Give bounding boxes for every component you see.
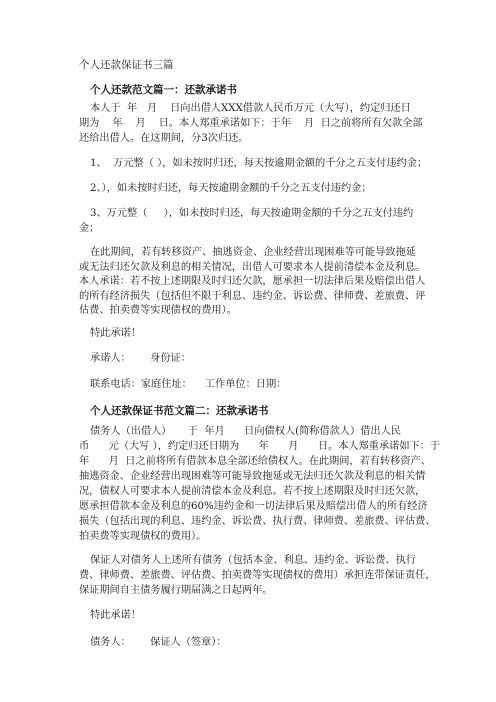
- section1-line: 2、），如未按时归还，每天按逾期金额的千分之五支付违约金；: [90, 183, 372, 194]
- section2-line: 债务人（出借人） 于 年月 日向债权人(简称借款人）借出人民: [90, 426, 401, 437]
- section1-line: 3、万元整（ ），如未按时归还，每天按逾期金额的千分之五支付违约: [90, 208, 414, 219]
- section1-line: 在此期间，若有转移资产、抽逃资金、企业经营出现困难等可能导致拖延: [90, 247, 416, 258]
- section1-line: 还给出借人。在这期间，分3次归还。: [79, 133, 249, 144]
- section1-line: 的所有经济损失（包括但不限于利息、违约金、诉讼费、律师费、差旅费、评: [79, 291, 426, 302]
- section2-line: 费、律师费、差旅费、评估费、拍卖费等实现债权的费用）承担连带保证责任，: [79, 570, 436, 581]
- section1-line: 特此承诺！: [90, 328, 141, 339]
- section2-line: 年 月 日之前将所有借款本息全部还给债权人。在此期间，若有转移资产、: [79, 456, 431, 467]
- section1-line: 期为 年 月 日。本人郑重承诺如下：于年 月 日之前将所有欠款全部: [79, 118, 423, 129]
- section1-line: 联系电话：家庭住址： 工作单位：日期：: [90, 379, 287, 390]
- section2-line: 抽逃资金、企业经营出现困难等可能导致拖延或无法归还欠款及利息的相关情: [79, 471, 426, 482]
- section2-line: 保证期间自主债务履行期届满之日起两年。: [79, 585, 273, 596]
- section2-line: 币 元（大写 ），约定归还日期为 年 月 日。本人郑重承诺如下：于: [79, 441, 441, 452]
- section1-line: 本人承诺：若不按上述期限及时归还欠款，愿承担一切法律后果及赔偿出借人: [79, 276, 426, 287]
- section2-line: 愿承担借款本金及利息的60%违约金和一切法律后果及赔偿出借人的所有经济: [79, 501, 428, 512]
- section1-line: 估费、拍卖费等实现债权的费用）。: [79, 305, 237, 316]
- document-title: 个人还款保证书三篇: [79, 59, 174, 71]
- section2-line: 损失（包括出现的利息、违约金、诉讼费、执行费、律师费、差旅费、评估费、: [79, 516, 436, 527]
- section1-line: 本人于 年 月 日向出借人XXX借款人民币万元（大写），约定归还日: [90, 103, 411, 114]
- section2-line: 债务人： 保证人（签章）：: [90, 637, 227, 648]
- section2-line: 况，债权人可要求本人提前清偿本金及利息。若不按上述期限及时归还欠款，: [79, 486, 426, 497]
- section1-line: 1、 万元整（ ），如未按时归还，每天按逾期金额的千分之五支付违约金；: [90, 158, 428, 169]
- section2-line: 特此承诺！: [90, 610, 141, 621]
- section2-line: 拍卖费等实现债权的费用）。: [79, 531, 207, 542]
- section1-heading: 个人还款范文篇一：还款承诺书: [90, 84, 237, 96]
- section2-heading: 个人还款保证书范文篇二：还款承诺书: [90, 405, 269, 417]
- section1-line: 或无法归还欠款及利息的相关情况，出借人可要求本人提前清偿本金及利息。: [79, 262, 426, 273]
- section2-line: 保证人对债务人上述所有债务（包括本金、利息、违约金、诉讼费、执行: [90, 555, 416, 566]
- section1-line: 金；: [79, 223, 100, 234]
- section1-line: 承诺人： 身份证：: [90, 353, 191, 364]
